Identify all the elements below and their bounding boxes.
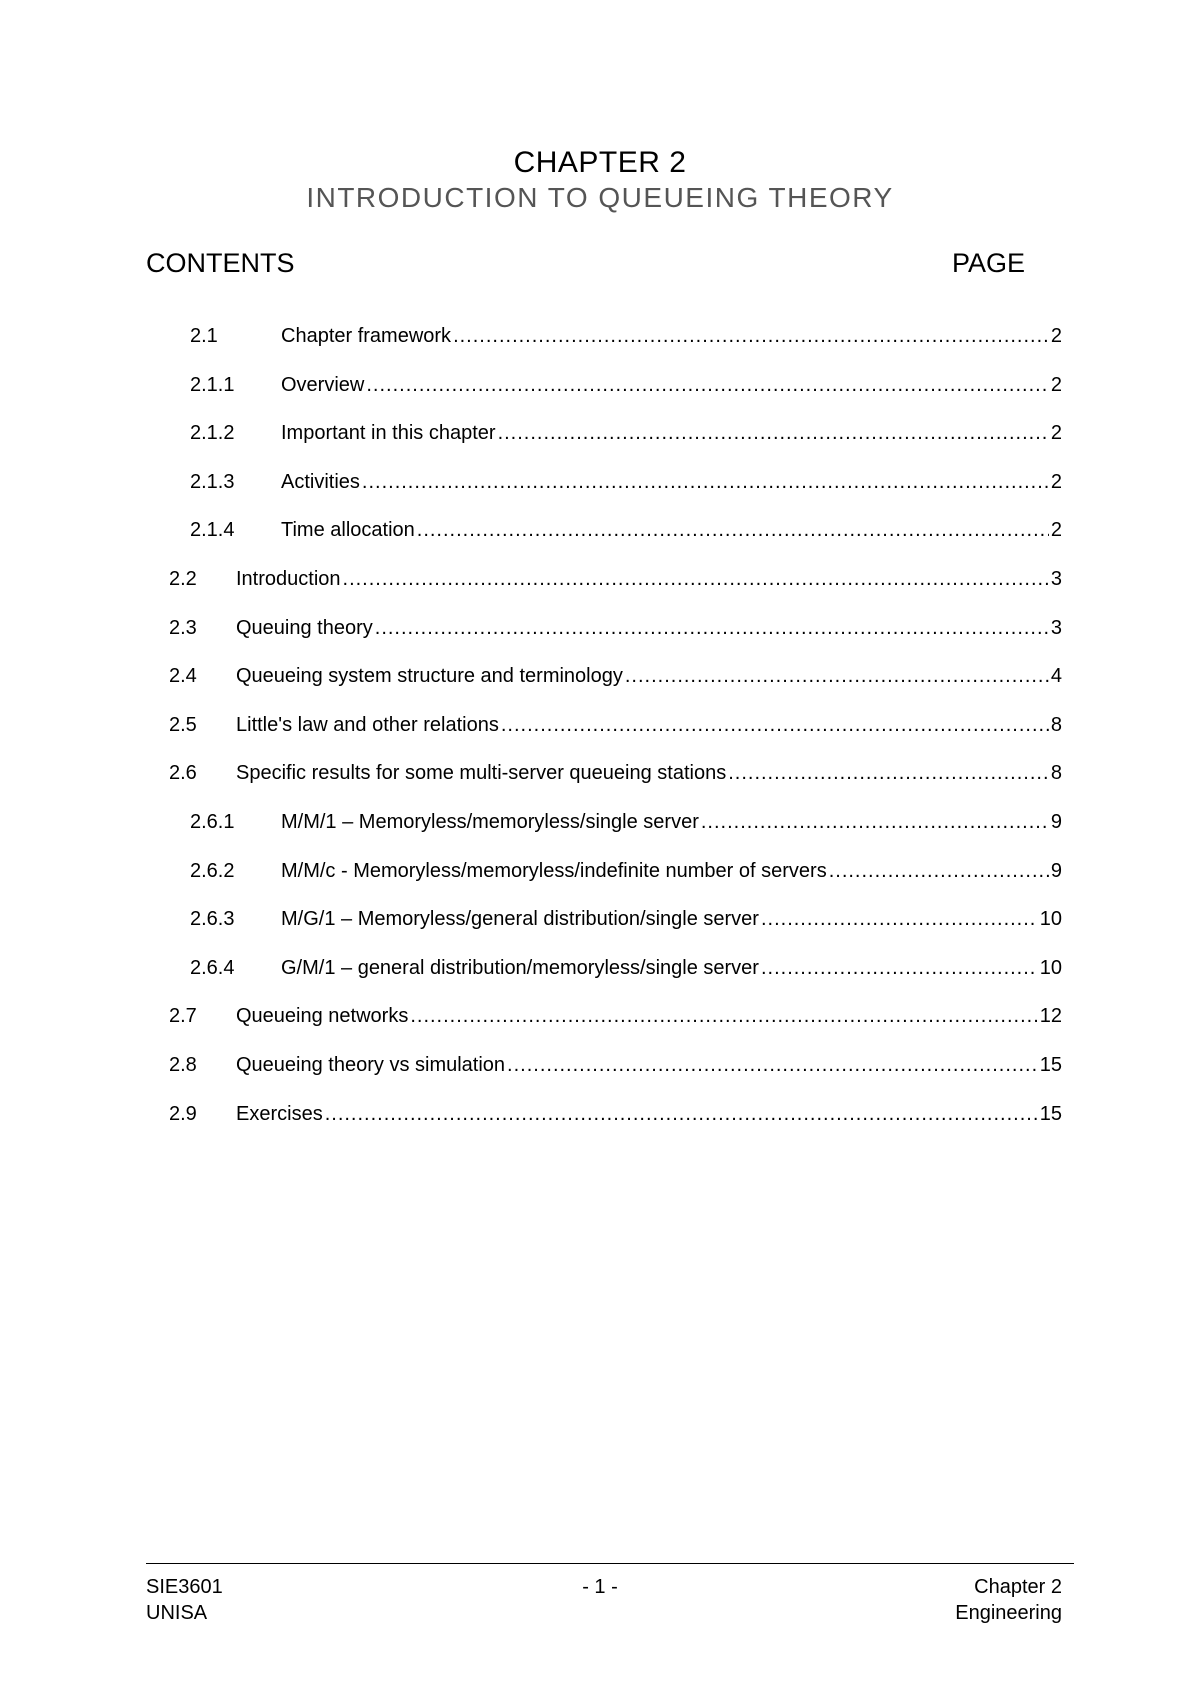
toc-entry-title: Exercises bbox=[236, 1103, 323, 1125]
chapter-title: CHAPTER 2 bbox=[513, 146, 687, 179]
toc-entry[interactable] bbox=[190, 322, 1062, 350]
toc-entry-title: Queueing theory vs simulation bbox=[236, 1054, 506, 1076]
toc-entry-title: Time allocation bbox=[281, 519, 415, 541]
toc-entry[interactable] bbox=[190, 857, 1062, 885]
toc-entry[interactable] bbox=[169, 1051, 1062, 1079]
toc-entry-number: 2.4 bbox=[169, 665, 197, 687]
chapter-subtitle: INTRODUCTION TO QUEUEING THEORY bbox=[306, 182, 894, 213]
toc-leader-dots bbox=[325, 1100, 1038, 1128]
toc-entry[interactable] bbox=[190, 371, 1062, 399]
toc-entry-page: 2 bbox=[1050, 374, 1062, 396]
toc-leader-dots bbox=[829, 857, 1049, 885]
toc-leader-dots bbox=[761, 954, 1038, 982]
toc-entry-page: 8 bbox=[1050, 714, 1062, 736]
toc-leader-dots bbox=[507, 1051, 1038, 1079]
toc-entry-page: 10 bbox=[1039, 908, 1062, 930]
toc-entry-number: 2.1.1 bbox=[190, 374, 235, 396]
toc-entry-page: 9 bbox=[1050, 811, 1062, 833]
toc-leader-dots bbox=[343, 565, 1049, 593]
toc-entry-title: Important in this chapter bbox=[281, 422, 496, 444]
toc-entry[interactable] bbox=[169, 1100, 1062, 1128]
toc-leader-dots bbox=[453, 322, 1049, 350]
toc-leader-dots bbox=[410, 1002, 1037, 1030]
toc-entry-title: Specific results for some multi-server queueing stations bbox=[236, 762, 727, 784]
toc-entry-page: 2 bbox=[1050, 471, 1062, 493]
toc-entry[interactable] bbox=[190, 808, 1062, 836]
toc-leader-dots bbox=[366, 371, 1049, 399]
toc-entry[interactable] bbox=[169, 565, 1062, 593]
toc-entry-number: 2.6.3 bbox=[190, 908, 235, 930]
toc-entry-title: G/M/1 – general distribution/memoryless/single server bbox=[281, 957, 759, 979]
toc-entry-number: 2.1.3 bbox=[190, 471, 235, 493]
toc-entry-page: 3 bbox=[1050, 568, 1062, 590]
toc-entry[interactable] bbox=[190, 905, 1062, 933]
toc-leader-dots bbox=[625, 662, 1049, 690]
toc-entry-page: 12 bbox=[1039, 1005, 1062, 1027]
page-column-heading: PAGE bbox=[952, 248, 1026, 278]
toc-entry-page: 2 bbox=[1050, 325, 1062, 347]
toc-entry-title: Little's law and other relations bbox=[236, 714, 499, 736]
toc-entry-number: 2.6.1 bbox=[190, 811, 235, 833]
toc-entry-page: 15 bbox=[1039, 1054, 1062, 1076]
toc-leader-dots bbox=[761, 905, 1038, 933]
footer-institution: UNISA bbox=[146, 1602, 208, 1624]
toc-entry-page: 10 bbox=[1039, 957, 1062, 979]
toc-leader-dots bbox=[417, 516, 1049, 544]
toc-entry-page: 9 bbox=[1050, 860, 1062, 882]
toc-leader-dots bbox=[375, 614, 1049, 642]
toc-entry-page: 3 bbox=[1050, 617, 1062, 639]
toc-entry-number: 2.1 bbox=[190, 325, 218, 347]
toc-entry-number: 2.9 bbox=[169, 1103, 197, 1125]
toc-entry[interactable] bbox=[190, 516, 1062, 544]
toc-entry-title: Activities bbox=[281, 471, 360, 493]
toc-entry-title: M/M/1 – Memoryless/memoryless/single server bbox=[281, 811, 699, 833]
toc-entry[interactable] bbox=[169, 614, 1062, 642]
toc-entry[interactable] bbox=[169, 711, 1062, 739]
footer-page-number: - 1 - bbox=[582, 1576, 618, 1598]
footer-faculty: Engineering bbox=[955, 1602, 1062, 1624]
toc-entry-page: 8 bbox=[1050, 762, 1062, 784]
toc-entry-title: Introduction bbox=[236, 568, 341, 590]
toc-entry[interactable] bbox=[169, 759, 1062, 787]
toc-entry-page: 4 bbox=[1050, 665, 1062, 687]
toc-entry-page: 15 bbox=[1039, 1103, 1062, 1125]
toc-entry-number: 2.2 bbox=[169, 568, 197, 590]
toc-entry-number: 2.8 bbox=[169, 1054, 197, 1076]
toc-entry-title: Queueing networks bbox=[236, 1005, 409, 1027]
toc-entry-title: M/G/1 – Memoryless/general distribution/single server bbox=[281, 908, 759, 930]
contents-heading: CONTENTS bbox=[146, 248, 295, 278]
toc-leader-dots bbox=[362, 468, 1049, 496]
toc-entry-page: 2 bbox=[1050, 422, 1062, 444]
toc-entry[interactable] bbox=[190, 468, 1062, 496]
toc-entry-number: 2.7 bbox=[169, 1005, 197, 1027]
toc-entry-page: 2 bbox=[1050, 519, 1062, 541]
toc-entry[interactable] bbox=[169, 662, 1062, 690]
toc-entry-number: 2.1.2 bbox=[190, 422, 235, 444]
toc-entry-number: 2.6.4 bbox=[190, 957, 235, 979]
toc-entry-title: Chapter framework bbox=[281, 325, 452, 347]
toc-entry[interactable] bbox=[169, 1002, 1062, 1030]
footer-chapter-label: Chapter 2 bbox=[974, 1576, 1062, 1598]
toc-leader-dots bbox=[501, 711, 1049, 739]
toc-entry-number: 2.1.4 bbox=[190, 519, 235, 541]
toc-entry-title: Queueing system structure and terminology bbox=[236, 665, 623, 687]
toc-entry-number: 2.3 bbox=[169, 617, 197, 639]
toc-entry-number: 2.6.2 bbox=[190, 860, 235, 882]
footer-course-code: SIE3601 bbox=[146, 1576, 223, 1598]
toc-entry-title: M/M/c - Memoryless/memoryless/indefinite number of servers bbox=[281, 860, 827, 882]
toc-entry[interactable] bbox=[190, 419, 1062, 447]
toc-entry-title: Queuing theory bbox=[236, 617, 373, 639]
toc-entry-title: Overview bbox=[281, 374, 365, 396]
toc-leader-dots bbox=[498, 419, 1049, 447]
toc-entry-number: 2.6 bbox=[169, 762, 197, 784]
footer-divider bbox=[146, 1563, 1074, 1564]
toc-leader-dots bbox=[701, 808, 1049, 836]
toc-entry[interactable] bbox=[190, 954, 1062, 982]
toc-entry-number: 2.5 bbox=[169, 714, 197, 736]
toc-leader-dots bbox=[728, 759, 1049, 787]
